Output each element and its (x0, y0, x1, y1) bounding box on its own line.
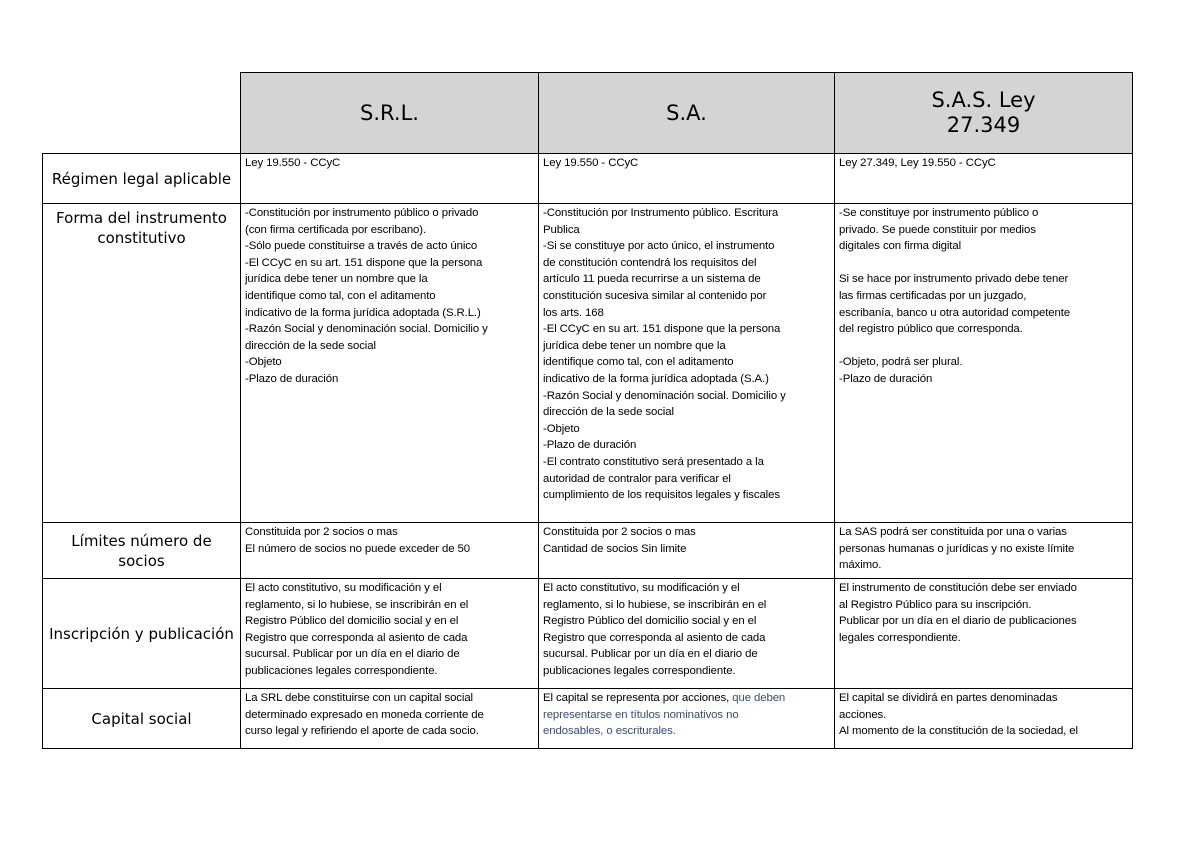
row-label-limites: Límites número de socios (43, 523, 241, 579)
row-label-inscripcion: Inscripción y publicación (43, 579, 241, 689)
cell-clip (839, 690, 1129, 746)
cell-line: identifique como tal, con el aditamento (543, 356, 734, 369)
cell-capital-sas (835, 689, 1133, 749)
cell-line: La SAS podrá ser constituida por una o varias (839, 526, 1067, 538)
cell-text-blue: que deben (732, 692, 786, 704)
cell-line: autoridad de contralor para verificar el (543, 472, 731, 485)
cell-text: Ley 27.349, Ley 19.550 - CCyC (839, 157, 996, 169)
cell-line: La SRL debe constituirse con un capital social (245, 692, 473, 704)
row-label-regimen: Régimen legal aplicable (43, 154, 241, 204)
cell-line: -El contrato constitutivo será presentado a la (543, 455, 764, 468)
cell-line: Registro Público del domicilio social y en el (543, 615, 757, 628)
cell-line: -El CCyC en su art. 151 dispone que la persona (245, 256, 483, 269)
cell-line: -Constitución por instrumento público o privado (245, 207, 479, 219)
header-sa-label: S.A. (666, 100, 707, 125)
cell-inscripcion-sa (539, 579, 835, 689)
cell-line: determinado expresado en moneda corriente de (245, 708, 484, 721)
cell-line: El acto constitutivo, su modificación y el (245, 582, 442, 594)
cell-line: digitales con firma digital (839, 240, 962, 253)
cell-line: -Constitución por Instrumento público. Escritura (543, 207, 779, 219)
cell-line: personas humanas o jurídicas y no existe límite (839, 542, 1075, 555)
cell-capital-srl (241, 689, 539, 749)
cell-line: indicativo de la forma jurídica adoptada (S.A.) (543, 372, 769, 385)
cell-line: indicativo de la forma jurídica adoptada (S.R.L.) (245, 306, 481, 319)
cell-line: cumplimiento de los requisitos legales y fiscales (543, 489, 780, 502)
corner-cell (43, 73, 241, 154)
cell-line: (con firma certificada por escribano). (245, 223, 427, 236)
cell-regimen-sa (539, 154, 835, 204)
cell-regimen-srl (241, 154, 539, 204)
cell-line: Publicar por un día en el diario de publicaciones (839, 615, 1077, 628)
comparison-table (42, 72, 1133, 749)
cell-line: artículo 11 pueda recurrirse a un sistema de (543, 273, 761, 286)
cell-line: publicaciones legales correspondiente. (543, 664, 736, 677)
header-srl-label: S.R.L. (360, 100, 419, 125)
cell-line-blue: endosables, o escriturales. (543, 725, 676, 738)
row-label-capital: Capital social (43, 689, 241, 749)
cell-line: dirección de la sede social (245, 339, 376, 352)
cell-limites-sas (835, 523, 1133, 579)
cell-line: acciones. (839, 708, 887, 721)
cell-limites-srl (241, 523, 539, 579)
cell-line: Si se hace por instrumento privado debe tener (839, 273, 1069, 286)
cell-line: constitución sucesiva similar al contenido por (543, 289, 767, 302)
cell-forma-sas (835, 204, 1133, 523)
header-sas-label-line1: S.A.S. Ley (931, 88, 1036, 112)
cell-forma-sa (539, 204, 835, 523)
cell-line: del registro público que corresponda. (839, 323, 1023, 336)
cell-line: las firmas certificadas por un juzgado, (839, 289, 1027, 302)
cell-line: Registro Público del domicilio social y en el (245, 615, 459, 628)
cell-text: Ley 19.550 - CCyC (543, 157, 639, 169)
cell-line: -Se constituye por instrumento público o (839, 207, 1039, 219)
cell-line: -Objeto (245, 356, 282, 369)
row-label-forma: Forma del instrumento constitutivo (43, 204, 241, 523)
cell-line: Publica (543, 223, 580, 236)
cell-line: Constituida por 2 socios o mas (543, 526, 696, 538)
cell-line: reglamento, si lo hubiese, se inscribirán en el (543, 598, 767, 611)
cell-text-black: El capital se representa por acciones, (543, 692, 733, 704)
cell-line: curso legal y refiriendo el aporte de cada socio. (245, 725, 479, 738)
cell-line: jurídica debe tener un nombre que la (543, 339, 726, 352)
cell-line: Registro que corresponda al asiento de cada (543, 631, 766, 644)
cell-line: -Razón Social y denominación social. Domicilio y (543, 389, 786, 402)
cell-line: máximo. (839, 559, 882, 572)
cell-text: Ley 19.550 - CCyC (245, 157, 341, 169)
cell-line: El número de socios no puede exceder de 50 (245, 542, 471, 555)
cell-forma-srl (241, 204, 539, 523)
cell-line: sucursal. Publicar por un día en el diario de (543, 648, 758, 661)
cell-line: Constituida por 2 socios o mas (245, 526, 398, 538)
blank-line (839, 255, 1129, 272)
cell-line: Cantidad de socios Sin limite (543, 542, 687, 555)
cell-line: -Plazo de duración (245, 372, 339, 385)
cell-line: reglamento, si lo hubiese, se inscribirán en el (245, 598, 469, 611)
header-sa (539, 73, 835, 154)
cell-line (543, 690, 831, 707)
cell-line: -Plazo de duración (543, 439, 637, 452)
cell-line: al Registro Público para su inscripción. (839, 598, 1032, 611)
cell-line: legales correspondiente. (839, 631, 961, 644)
cell-regimen-sas (835, 154, 1133, 204)
cell-line: -Plazo de duración (839, 372, 933, 385)
cell-line: Al momento de la constitución de la sociedad, el (839, 725, 1078, 738)
cell-line: -Si se constituye por acto único, el instrumento (543, 240, 775, 253)
cell-line: privado. Se puede constituir por medios (839, 223, 1036, 236)
cell-line: jurídica debe tener un nombre que la (245, 273, 428, 286)
cell-line: sucursal. Publicar por un día en el diario de (245, 648, 460, 661)
cell-line: dirección de la sede social (543, 406, 674, 419)
header-srl (241, 73, 539, 154)
cell-line: identifique como tal, con el aditamento (245, 289, 436, 302)
cell-line: -Razón Social y denominación social. Domicilio y (245, 323, 488, 336)
header-sas (835, 73, 1133, 154)
cell-line: -Sólo puede constituirse a través de acto único (245, 240, 478, 253)
blank-line (839, 338, 1129, 355)
cell-capital-sa (539, 689, 835, 749)
cell-inscripcion-sas (835, 579, 1133, 689)
cell-line: Registro que corresponda al asiento de cada (245, 631, 468, 644)
cell-line: los arts. 168 (543, 306, 604, 319)
header-sas-label-line2: 27.349 (946, 113, 1021, 137)
cell-line-blue: representarse en títulos nominativos no (543, 708, 739, 721)
cell-line: El capital se dividirá en partes denominadas (839, 692, 1058, 704)
cell-inscripcion-srl (241, 579, 539, 689)
cell-limites-sa (539, 523, 835, 579)
cell-line: -El CCyC en su art. 151 dispone que la persona (543, 323, 781, 336)
cell-line: publicaciones legales correspondiente. (245, 664, 438, 677)
cell-line: -Objeto (543, 422, 580, 435)
cell-line: escribanía, banco u otra autoridad competente (839, 306, 1071, 319)
cell-line: El acto constitutivo, su modificación y el (543, 582, 740, 594)
cell-line: El instrumento de constitución debe ser enviado (839, 582, 1077, 594)
cell-line: de constitución contendrá los requisitos del (543, 256, 757, 269)
cell-line: -Objeto, podrá ser plural. (839, 356, 963, 369)
